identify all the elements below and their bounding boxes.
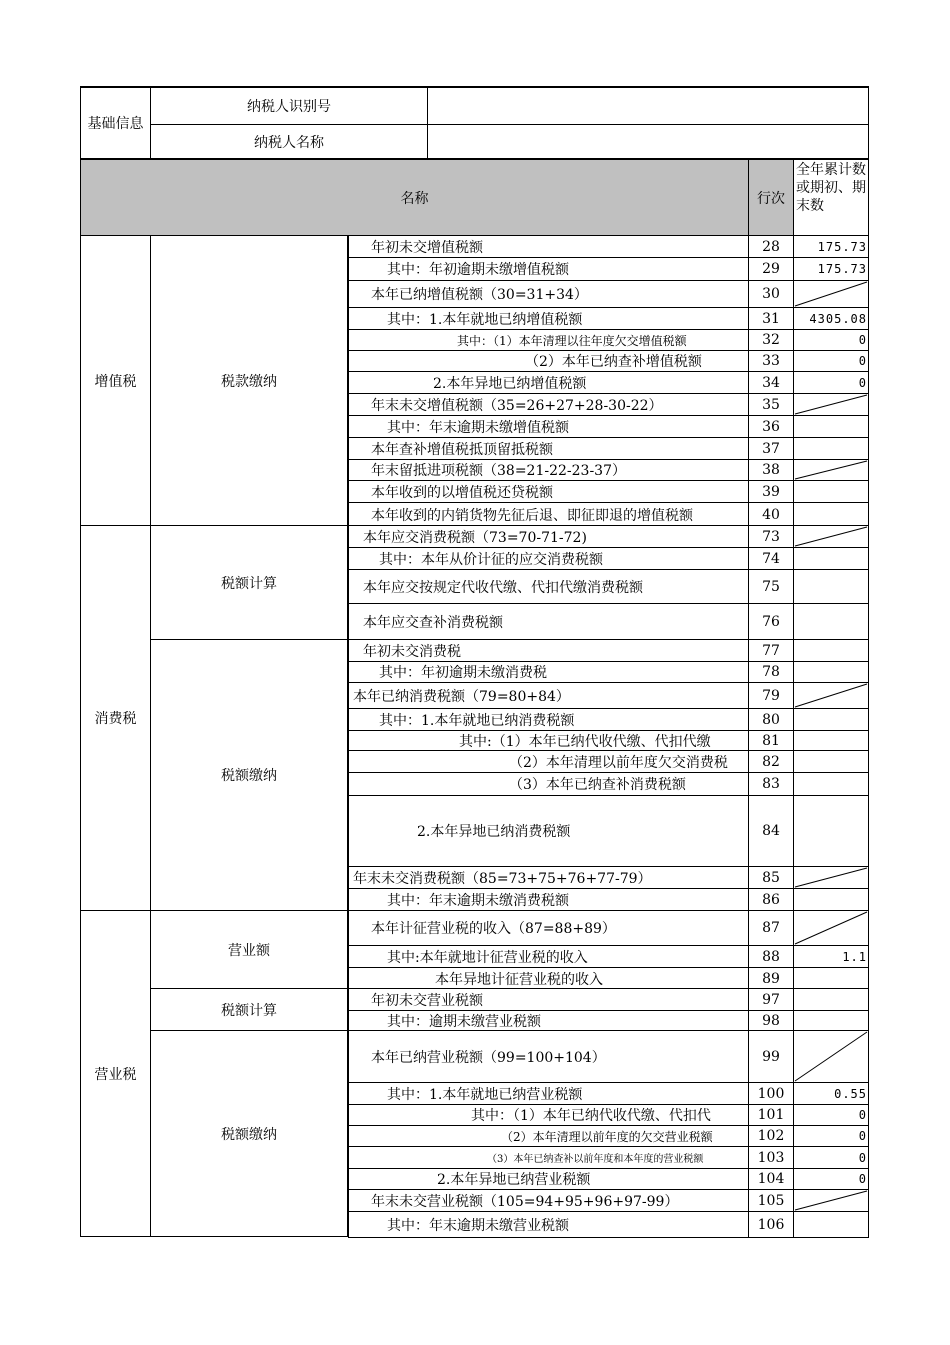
row-value[interactable] <box>793 547 869 570</box>
header-row-no: 行次 <box>748 158 794 236</box>
row-label: 本年应交查补消费税额 <box>348 603 749 641</box>
row-number: 81 <box>748 730 794 751</box>
row-label: 2.本年异地已纳营业税额 <box>348 1168 749 1190</box>
row-value[interactable] <box>793 866 869 889</box>
row-label: 其中：1.本年就地已纳消费税额 <box>348 708 749 731</box>
row-value[interactable] <box>793 480 869 503</box>
section-business-calc: 税额计算 <box>150 988 348 1031</box>
row-label: 年末未交消费税额（85=73+75+76+77-79） <box>348 866 749 889</box>
row-label: 其中：逾期未缴营业税额 <box>348 1010 749 1032</box>
row-label: 本年查补增值税抵顶留抵税额 <box>348 437 749 460</box>
row-label: 本年已纳营业税额（99=100+104） <box>348 1030 749 1083</box>
row-value[interactable]: 4305.08 <box>793 307 869 330</box>
row-label: 年初未交消费税 <box>348 639 749 662</box>
row-number: 78 <box>748 661 794 683</box>
row-number: 100 <box>748 1082 794 1105</box>
tax-report-sheet <box>80 86 869 1237</box>
row-number: 85 <box>748 866 794 889</box>
row-number: 101 <box>748 1104 794 1126</box>
row-label: 年初未交营业税额 <box>348 988 749 1011</box>
row-number: 80 <box>748 708 794 731</box>
row-label: 其中：年初逾期未缴增值税额 <box>348 257 749 281</box>
row-label: 其中：年末逾期未缴消费税额 <box>348 888 749 912</box>
row-label: 本年应交消费税额（73=70-71-72) <box>348 525 749 548</box>
row-label: （3）本年已纳查补消费税额 <box>348 772 749 796</box>
row-number: 87 <box>748 910 794 946</box>
row-value[interactable] <box>793 730 869 751</box>
row-number: 73 <box>748 525 794 548</box>
row-label: 其中:（1）本年已纳代收代缴、代扣代缴 <box>348 730 749 751</box>
row-value[interactable]: 0 <box>793 1168 869 1190</box>
row-value[interactable] <box>793 437 869 460</box>
row-value[interactable]: 0 <box>793 1104 869 1126</box>
row-label: 本年应交按规定代收代缴、代扣代缴消费税额 <box>348 569 749 604</box>
row-value[interactable] <box>793 1189 869 1212</box>
row-number: 88 <box>748 945 794 968</box>
row-value[interactable] <box>793 1211 869 1238</box>
row-value[interactable]: 0.55 <box>793 1082 869 1105</box>
row-number: 38 <box>748 459 794 481</box>
row-number: 31 <box>748 307 794 330</box>
row-number: 105 <box>748 1189 794 1212</box>
row-value[interactable]: 175.73 <box>793 257 869 281</box>
row-value[interactable] <box>793 750 869 773</box>
row-number: 77 <box>748 639 794 662</box>
header-total: 全年累计数或期初、期末数 <box>793 158 869 236</box>
section-consumption-calc: 税额计算 <box>150 525 348 640</box>
row-number: 97 <box>748 988 794 1011</box>
row-value[interactable] <box>793 415 869 438</box>
row-number: 99 <box>748 1030 794 1083</box>
row-label: 其中：1.本年就地已纳增值税额 <box>348 307 749 330</box>
row-label: 其中：1.本年就地已纳营业税额 <box>348 1082 749 1105</box>
row-value[interactable] <box>793 639 869 662</box>
row-label: 本年收到的以增值税还贷税额 <box>348 480 749 503</box>
row-value[interactable] <box>793 1030 869 1083</box>
row-value[interactable] <box>793 603 869 641</box>
row-value[interactable] <box>793 682 869 709</box>
row-number: 98 <box>748 1010 794 1032</box>
row-label: （3）本年已纳查补以前年度和本年度的营业税额 <box>348 1146 749 1169</box>
row-label: 年初未交增值税额 <box>348 235 749 258</box>
row-number: 32 <box>748 329 794 351</box>
row-label: 本年异地计征营业税的收入 <box>348 967 749 990</box>
row-number: 103 <box>748 1146 794 1169</box>
row-value[interactable] <box>793 280 869 308</box>
row-value[interactable] <box>793 525 869 548</box>
row-number: 106 <box>748 1211 794 1238</box>
row-value[interactable]: 1.1 <box>793 945 869 968</box>
row-value[interactable] <box>793 661 869 683</box>
row-label: 其中：本年从价计征的应交消费税额 <box>348 547 749 570</box>
row-number: 39 <box>748 480 794 503</box>
row-label: （2）本年清理以前年度的欠交营业税额 <box>348 1125 749 1147</box>
row-value[interactable]: 0 <box>793 1146 869 1169</box>
row-value[interactable]: 0 <box>793 329 869 351</box>
section-consumption: 消费税 <box>80 525 151 911</box>
row-number: 104 <box>748 1168 794 1190</box>
row-value[interactable] <box>793 708 869 731</box>
row-value[interactable]: 0 <box>793 371 869 394</box>
section-vat: 增值税 <box>80 235 151 526</box>
row-number: 82 <box>748 750 794 773</box>
header-name: 名称 <box>80 158 749 236</box>
row-value[interactable] <box>793 967 869 990</box>
row-number: 35 <box>748 393 794 416</box>
section-business-revenue: 营业额 <box>150 910 348 989</box>
row-value[interactable] <box>793 393 869 416</box>
taxpayer-id-label: 纳税人识别号 <box>150 86 428 125</box>
row-number: 29 <box>748 257 794 281</box>
row-value[interactable] <box>793 772 869 796</box>
row-value[interactable] <box>793 795 869 867</box>
row-number: 36 <box>748 415 794 438</box>
taxpayer-name-value[interactable] <box>427 124 869 159</box>
taxpayer-name-label: 纳税人名称 <box>150 124 428 159</box>
row-number: 33 <box>748 350 794 372</box>
row-number: 86 <box>748 888 794 912</box>
row-number: 83 <box>748 772 794 796</box>
row-number: 79 <box>748 682 794 709</box>
row-number: 30 <box>748 280 794 308</box>
row-label: 本年收到的内销货物先征后退、即征即退的增值税额 <box>348 502 749 527</box>
row-number: 84 <box>748 795 794 867</box>
row-value[interactable]: 0 <box>793 350 869 372</box>
row-label: 本年已纳增值税额（30=31+34） <box>348 280 749 308</box>
row-value[interactable] <box>793 1010 869 1032</box>
row-number: 75 <box>748 569 794 604</box>
row-value[interactable] <box>793 502 869 527</box>
row-label: 其中：（1）本年清理以往年度欠交增值税额 <box>348 329 749 351</box>
row-value[interactable]: 175.73 <box>793 235 869 258</box>
row-label: 本年计征营业税的收入（87=88+89） <box>348 910 749 946</box>
row-label: 年末未交增值税额（35=26+27+28-30-22） <box>348 393 749 416</box>
row-number: 28 <box>748 235 794 258</box>
row-label: 其中：年末逾期未缴营业税额 <box>348 1211 749 1238</box>
row-value[interactable] <box>793 459 869 481</box>
row-label: 其中：年初逾期未缴消费税 <box>348 661 749 683</box>
row-label: 其中:本年就地计征营业税的收入 <box>348 945 749 968</box>
row-label: 2.本年异地已纳增值税额 <box>348 371 749 394</box>
row-label: 年末留抵进项税额（38=21-22-23-37） <box>348 459 749 481</box>
row-number: 89 <box>748 967 794 990</box>
row-number: 102 <box>748 1125 794 1147</box>
row-label: 其中：（1）本年已纳代收代缴、代扣代 <box>348 1104 749 1126</box>
row-label: 2.本年异地已纳消费税额 <box>348 795 749 867</box>
section-consumption-payment: 税额缴纳 <box>150 639 348 911</box>
row-number: 37 <box>748 437 794 460</box>
section-business: 营业税 <box>80 910 151 1237</box>
row-label: 年末未交营业税额（105=94+95+96+97-99） <box>348 1189 749 1212</box>
row-value[interactable] <box>793 888 869 912</box>
row-value[interactable]: 0 <box>793 1125 869 1147</box>
row-number: 76 <box>748 603 794 641</box>
row-label: 本年已纳消费税额（79=80+84） <box>348 682 749 709</box>
taxpayer-id-value[interactable] <box>427 86 869 125</box>
section-vat-payment: 税款缴纳 <box>150 235 348 526</box>
basic-info-label: 基础信息 <box>80 86 151 159</box>
row-value[interactable] <box>793 988 869 1011</box>
section-business-payment: 税额缴纳 <box>150 1030 348 1237</box>
row-label: （2）本年清理以前年度欠交消费税 <box>348 750 749 773</box>
row-value[interactable] <box>793 910 869 946</box>
row-number: 74 <box>748 547 794 570</box>
row-label: 其中：年末逾期未缴增值税额 <box>348 415 749 438</box>
row-number: 34 <box>748 371 794 394</box>
row-label: （2）本年已纳查补增值税额 <box>348 350 749 372</box>
row-number: 40 <box>748 502 794 527</box>
row-value[interactable] <box>793 569 869 604</box>
